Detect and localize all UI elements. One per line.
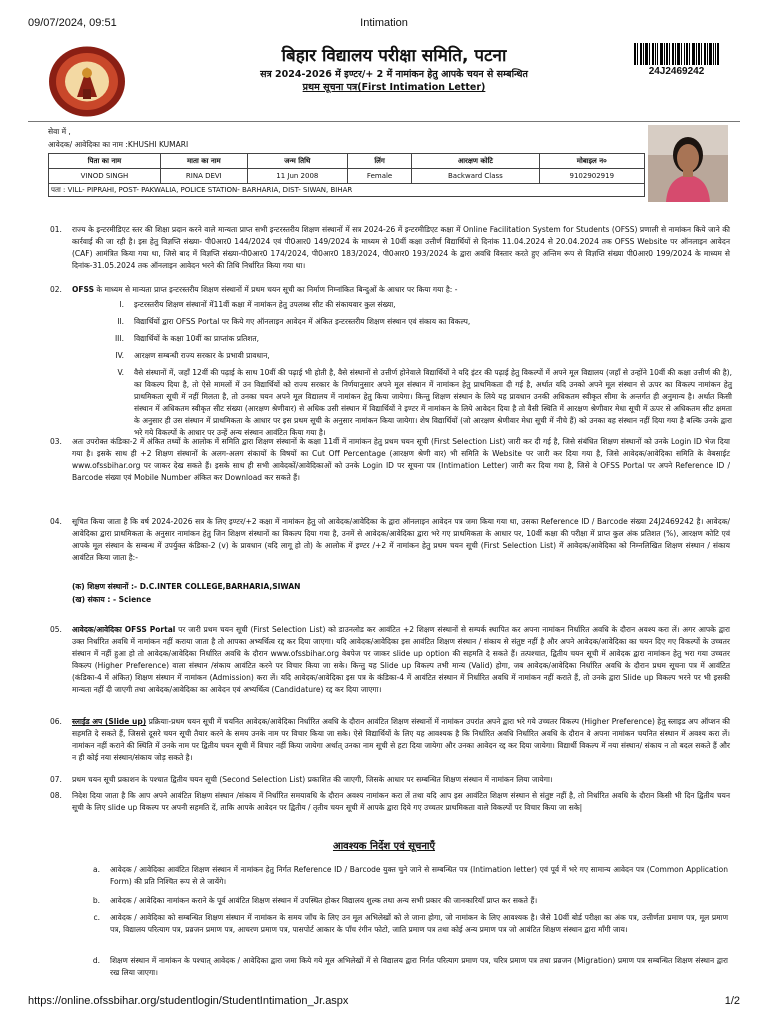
list-num: II. [117,317,124,326]
para-number: 04. [50,517,62,526]
para-number: 07. [50,775,62,784]
list-text: विद्यार्थियों के कक्षा 10वीं का प्राप्तांक प्रतिशत, [134,334,260,343]
th-category: आरक्षण कोटि [412,154,539,169]
para-text: अतः उपरोक्त कंडिका-2 में अंकित तथ्यों के आलोक में समिति द्वारा शिक्षण संस्थानों के कक्षा 11वीं में नामांकन हेतु प्रथम चयन सूची (First Selection List) जारी कर दी गई है, जिसे संबंधित शिक्षण संस्थानों को उनके Login ID भेज दिया गया है। इसके साथ ही +2 शिक्षण संस्थानों के अलग-अलग संकायों के विषयों का Cut Off Percentage (आरक्षण श्रेणी वार) भी समिति के Website पर जारी कर दिया गया है, जिसे आवेदक/आवेदिका समिति के वेबसाईट www.ofssbihar.org पर जाकर देख सकते हैं। इसके साथ ही सभी आवेदकों/आवेदिकाओं को उनके Login ID पर सूचना पत्र (Intimation Letter) जारी कर दिया गया है, जिसे वे OFSS Portal पर अपने Reference ID / Barcode संख्या एवं Mobile Number अंकित कर Download कर सकते हैं। [72,437,730,482]
para-text [72,284,730,296]
para-text: निदेश दिया जाता है कि आप अपने आवंटित शिक्षण संस्थान /संकाय में निर्धारित समयावधि के दौरान अवश्य नामांकन करा लें तथा यदि आप इस आवंटित शिक्षण संस्थान से संतुष्ट नहीं है, तो निर्धारित अवधि के दौरान किसी भी दिन द्वितीय चयन सूची के लिए slide up विकल्प पर अपनी सहमति दें, ताकि आपके आवेदन पर द्वितीय / तृतीय चयन सूची में आपके द्वारा दिये गए उच्चतर प्राथमिकता वाले विकल्पों पर विचार किया जा सके| [72,791,730,812]
list-text: आवेदक / आवेदिका आवंटित शिक्षण संस्थान में नामांकन हेतु निर्गत Reference ID / Barcode युक्त चुने जाने से सम्बन्धित पत्र (Intimation letter) एवं पूर्व में भरे गए सामान्य आवेदन पत्र (Common Application Form) की प्रति निश्चित रूप से ले जायेंगे। [110,865,728,886]
candidate-photo [648,125,728,202]
list-num: IV. [115,351,124,360]
para-number: 08. [50,791,62,800]
address-row [49,184,645,197]
para-number: 03. [50,437,62,446]
applicant-details-table [48,153,645,197]
bseb-seal-logo [47,45,127,118]
portal-label: आवेदक/आवेदिका OFSS Portal [72,625,176,634]
dob: 11 Jun 2008 [247,169,347,184]
para-number: 06. [50,717,62,726]
para-number: 01. [50,225,62,234]
salutation: सेवा में , [48,127,71,136]
gender: Female [347,169,411,184]
para-02-body: के माध्यम से मान्यता प्राप्त इन्टरस्तरीय शिक्षण संस्थानों में प्रथम चयन सूची का निर्माण निम्नांकित बिन्दुओं के आधार पर किया गया है: - [93,285,458,294]
page-url: https://online.ofssbihar.org/studentlogin/StudentIntimation_Jr.aspx [28,995,349,1007]
mother-name: RINA DEVI [160,169,247,184]
list-num: V. [117,368,124,377]
ofss-label: OFSS [72,285,94,294]
list-num: c. [93,913,100,922]
para-05-body: पर जारी प्रथम चयन सूची (First Selection List) को डाउनलोड कर आवंटित +2 शिक्षण संस्थानों से सम्पर्क स्थापित कर अपना नामांकन निर्धारित अवधि के दौरान अवश्य करा लें। अगर आपके द्वारा उक्त निर्धारित अवधि में नामांकन नहीं कराया जाता है तो आपका अभ्यर्थित्व रद्द कर दिया जाएगा। यदि आवेदक/आवेदिका इस आवंटित शिक्षण संस्थान / संकाय से संतुष्ट नहीं है और अपने आवेदक/आवेदिका का चयन दिए गए विकल्पों के उच्चतर संस्थान में नहीं हुआ हो तो आवेदक/आवेदिका निर्धारित अवधि के दौरान www.ofssbihar.org वेबपेज पर जाकर slide up option की सहमति दे सकते हैं। तत्पश्चात, द्वितीय चयन सूची में आवेदक द्वारा नामांकन हेतु भरा गया उच्चतर विकल्प (Higher Preference) वाला संस्थान /संकाय आवंटित करने पर विचार किया जा सके। किन्तु यह Slide up विकल्प तभी मान्य (Valid) होगा, जब आवेदक/आवेदिका निर्धारित अवधि के दौरान प्रथम सूचना पत्र में आवंटित (कंडिका-4 में अंकित) शिक्षण संस्थान में नामांकन (Admission) करा लें। यदि आवेदक/आवेदिका इस पत्र के कंडिका-4 में आवंटित संस्थान में निर्धारित अवधि में नामांकन नहीं कराते हैं, तो उनके द्वारा Slide up विकल्प भरने पर भी इसकी मान्यता नहीं दी जाएगी तथा आवेदक/आवेदिका का आवेदन एवं अभ्यर्थित्व (Candidature) रद्द कर दिया जाएगा। [72,625,730,694]
list-num: I. [119,300,124,309]
print-footer [28,995,740,1007]
slide-up-label: स्लाईड अप (Slide up) [72,717,147,726]
allotted-college: (क) शिक्षण संस्थानों :- D.C.INTER COLLEGE,BARHARIA,SIWAN [72,582,301,591]
print-header [28,17,740,31]
table-header-row [49,154,645,169]
list-text: इन्टरस्तरीय शिक्षण संस्थानों में11वीं कक्षा में नामांकन हेतु उपलब्ध सीट की संकायवार कुल संख्या, [134,300,396,309]
para-text: सूचित किया जाता है कि वर्ष 2024-2026 सत्र के लिए इण्टर/+2 कक्षा में नामांकन हेतु जो आवेदक/आवेदिका के द्वारा ऑनलाइन आवेदन पत्र जमा किया गया था, उसका Reference ID / Barcode संख्या 24J2469242 है। आवेदक/आवेदिका द्वारा प्राथमिकता के अनुसार नामांकन हेतु जिन शिक्षण संस्थानों का विकल्प दिया गया है, उनमें से आवेदक/आवेदिका द्वारा भरे गए प्राथमिकता के आधार पर, 10वीं कक्षा की परीक्षा में प्राप्त कुल अंक प्रतिशत (%), आरक्षण कोटि एवं आपके मूल संस्थान के सम्बन्ध में उपर्युक्त कंडिका-2 (v) के प्रावधान (यदि लागू हो तो) के आलोक में इण्टर /+2 में नामांकन हेतु प्रथम चयन सूची (First Selection List) में आवेदक/आवेदिका को निम्नलिखित शिक्षण संस्थान / संकाय आवंटित किया जाता है:- [72,517,730,562]
para-number: 05. [50,625,62,634]
letter-header [150,46,638,94]
list-num: III. [114,334,124,343]
table-row [49,169,645,184]
para-text [72,716,730,764]
para-text: राज्य के इन्टरमीडिएट स्तर की शिक्षा प्रदान करने वाले मान्यता प्राप्त सभी इन्टरस्तरीय शिक्षण संस्थानों में सत्र 2024-26 में इन्टरमीडिएट कक्षा में Online Facilitation System for Students (OFSS) प्रणाली से नामांकन किये जाने की कार्रवाई की जा रही है। इस हेतु विज्ञप्ति संख्या- पी0आर0 144/2024 एवं पी0आर0 149/2024 के माध्यम से 10वीं कक्षा उत्तीर्ण विद्यार्थियों से दिनांक 11.04.2024 से 20.04.2024 तक OFSS Website पर ऑनलाइन आवेदन (CAF) आमंत्रित किया गया था, जिसे बाद में विज्ञप्ति संख्या-पी0आर0 174/2024, पी0आर0 183/2024, पी0आर0 193/2024 के द्वारा अवधि विस्तार करते हुए अन्तिम रूप से विज्ञप्ति संख्या पी0आर0 199/2024 के माध्यम से दिनांक-31.05.2024 तक ऑनलाइन आवेदन भरने की तिथि निर्धारित किया गया था। [72,225,730,270]
father-name: VINOD SINGH [49,169,161,184]
list-text: आवेदक / आवेदिका नामांकन कराने के पूर्व आवंटित शिक्षण संस्थान में उपस्थित होकर विद्यालय शुल्क तथा अन्य सभी प्रकार की जानकारियाँ प्राप्त कर सकते हैं। [110,896,538,905]
mobile: 9102902919 [539,169,644,184]
allotted-faculty: (ख) संकाय : - Science [72,595,152,604]
instructions-title: आवश्यक निर्देश एवं सूचनाएँ [332,841,436,852]
th-mobile: मोबाइल न० [539,154,644,169]
applicant-name: आवेदक/ आवेदिका का नाम :KHUSHI KUMARI [48,140,189,149]
para-text [72,624,730,696]
list-num: a. [93,865,100,874]
para-number: 02. [50,285,62,294]
list-text: शिक्षण संस्थान में नामांकन के पश्चात् आवेदक / आवेदिका द्वारा जमा किये गये मूल अभिलेखों में से विद्यालय द्वारा निर्गत परित्याग प्रमाण पत्र, चरित्र प्रमाण पत्र तथा प्रव्रजन (Migration) प्रमाण पत्र सम्बन्धित शिक्षण संस्थान द्वारा रख लिया जाएगा। [110,956,728,977]
list-text: आरक्षण सम्बन्धी राज्य सरकार के प्रभावी प्रावधान, [134,351,270,360]
th-dob: जन्म तिथि [247,154,347,169]
header-divider [28,121,740,122]
letter-title: प्रथम सूचना पत्र(First Intimation Letter) [302,82,486,93]
letter-subtitle: सत्र 2024-2026 में इण्टर/+ 2 में नामांकन हेतु आपके चयन से सम्बन्धित [260,69,528,80]
reference-id: 24J2469242 [648,66,705,77]
category: Backward Class [412,169,539,184]
th-father: पिता का नाम [49,154,161,169]
list-num: b. [92,896,100,905]
barcode-icon [634,43,719,65]
list-text: आवेदक / आवेदिका को सम्बन्धित शिक्षण संस्थान में नामांकन के समय जाँच के लिए उन मूल अभिलेखों को ले जाना होगा, जो नामांकन के लिए आवश्यक है। जैसे 10वीं बोर्ड परीक्षा का अंक पत्र, उत्तीर्णता प्रमाण पत्र, मूल प्रमाण पत्र, विद्यालय परित्याग पत्र, प्रव्रजन प्रमाण पत्र, आचरण प्रमाण पत्र, पासपोर्ट आकार के पाँच रंगीन फोटो, जाति प्रमाण पत्र तथा कोई अन्य प्रमाण पत्र जो आवंटित शिक्षण संस्थान द्वारा माँगी जाय। [110,913,728,934]
list-text: वैसे संस्थानों में, जहाँ 12वीं की पढ़ाई के साथ 10वीं की पढ़ाई भी होती है, वैसे संस्थानों से उत्तीर्ण होनेवाले विद्यार्थियों ने यदि इंटर की पढ़ाई हेतु विकल्पों में अपने मूल विद्यालय (जहाँ से उन्होंने 10वीं की कक्षा उत्तीर्ण की है), का विकल्प दिया है, तो ऐसे मामलों में उन विद्यार्थियों को राज्य सरकार के निर्णयानुसार अपने मूल संस्थान में नामांकन हेतु प्राथमिकता दी गई है, अर्थात यदि उनको अपने मूल संस्थान से ऊपर का विकल्प नामांकन हेतु प्राथमिकता सूची में नहीं मिलता है, तो उनका चयन अपने मूल विद्यालय में नामांकन हेतु किया जायेगा। किन्तु शिक्षण संस्थान के लिये यह प्रावधान उनकी अधिकतम स्वीकृत सीमा के अन्तर्गत ही अनुमान्य है। अर्थात किसी संस्थान में अधिकतम स्वीकृत सीट संख्या (आरक्षण श्रेणीवार) से अधिक उसी संस्थान में विद्यार्थियों ने इण्टर में नामांकन के लिये आवेदन दिया है तो वैसी स्थिति में आरक्षण श्रेणीवार मेधा सूची में ऊपर से अधिकतम सीट क्षमता के अनुसार ही उस संस्थान में प्राथमिकता के आधार पर इस प्रथम सूची के अनुसार नामांकन किया जायेगा। शेष विद्यार्थियों (जो आरक्षण श्रेणीवार मेधा सूची में नीचे हैं) को उनका वह संस्थान नहीं दिया गया है बल्कि उनके द्वारा भरे गये विकल्पों के आधार पर उन्हें अन्य संस्थान आवंटित किया गया है। [134,368,732,437]
print-datetime: 09/07/2024, 09:51 [28,17,117,29]
page-number: 1/2 [724,995,740,1007]
address: पता : VILL- PIPRAHI, POST- PAKWALIA, POLICE STATION- BARHARIA, DIST- SIWAN, BIHAR [49,184,645,197]
list-num: d. [92,956,100,965]
para-06-body: प्रक्रियाः-प्रथम चयन सूची में चयनित आवेदक/आवेदिका निर्धारित अवधि के दौरान आवंटित शिक्षण संस्थानों में नामांकन उपरांत अपने द्वारा भरे गये उच्चतर विकल्प (Higher Preference) हेतु स्लाइड अप ऑप्शन की सहमति दे सकते हैं, जिससे दूसरे चयन सूची तैयार करने के समय उनके नाम पर विचार किया जा सके। ऐसे विद्यार्थियों के लिए यह आवश्यक है कि निर्धारित अवधि निर्धारित अवधि के दौरान वे अपना नामांकन चयनित संस्थान में अवश्य करा लें। नामांकन नहीं कराने की स्थिति में उनके नाम पर द्वितीय चयन सूची में विचार नहीं किया जायेगा अर्थात् उनका नाम सूची से हटा दिया जायेगा और उनका आवेदन रद्द कर दिया जायेगा। विद्यार्थी विकल्प में नया संस्थान/ संकाय न तो बदल सकते हैं और न ही कोई नया संस्थान/संकाय जोड़ सकते है। [72,717,730,762]
para-text: प्रथम चयन सूची प्रकाशन के पश्चात द्वितीय चयन सूची (Second Selection List) प्रकाशित की जाएगी, जिसके आधार पर सम्बन्धित शिक्षण संस्थान में नामांकन लिया जायेगा। [72,775,553,784]
th-gender: लिंग [347,154,411,169]
org-name: बिहार विद्यालय परीक्षा समिति, पटना [281,46,507,66]
list-text: विद्यार्थियों द्वारा OFSS Portal पर किये गए ऑनलाइन आवेदन में अंकित इन्टरस्तरीय शिक्षण संस्थान एवं संकाय का विकल्प, [134,317,471,326]
print-title: Intimation [360,17,408,29]
th-mother: माता का नाम [160,154,247,169]
